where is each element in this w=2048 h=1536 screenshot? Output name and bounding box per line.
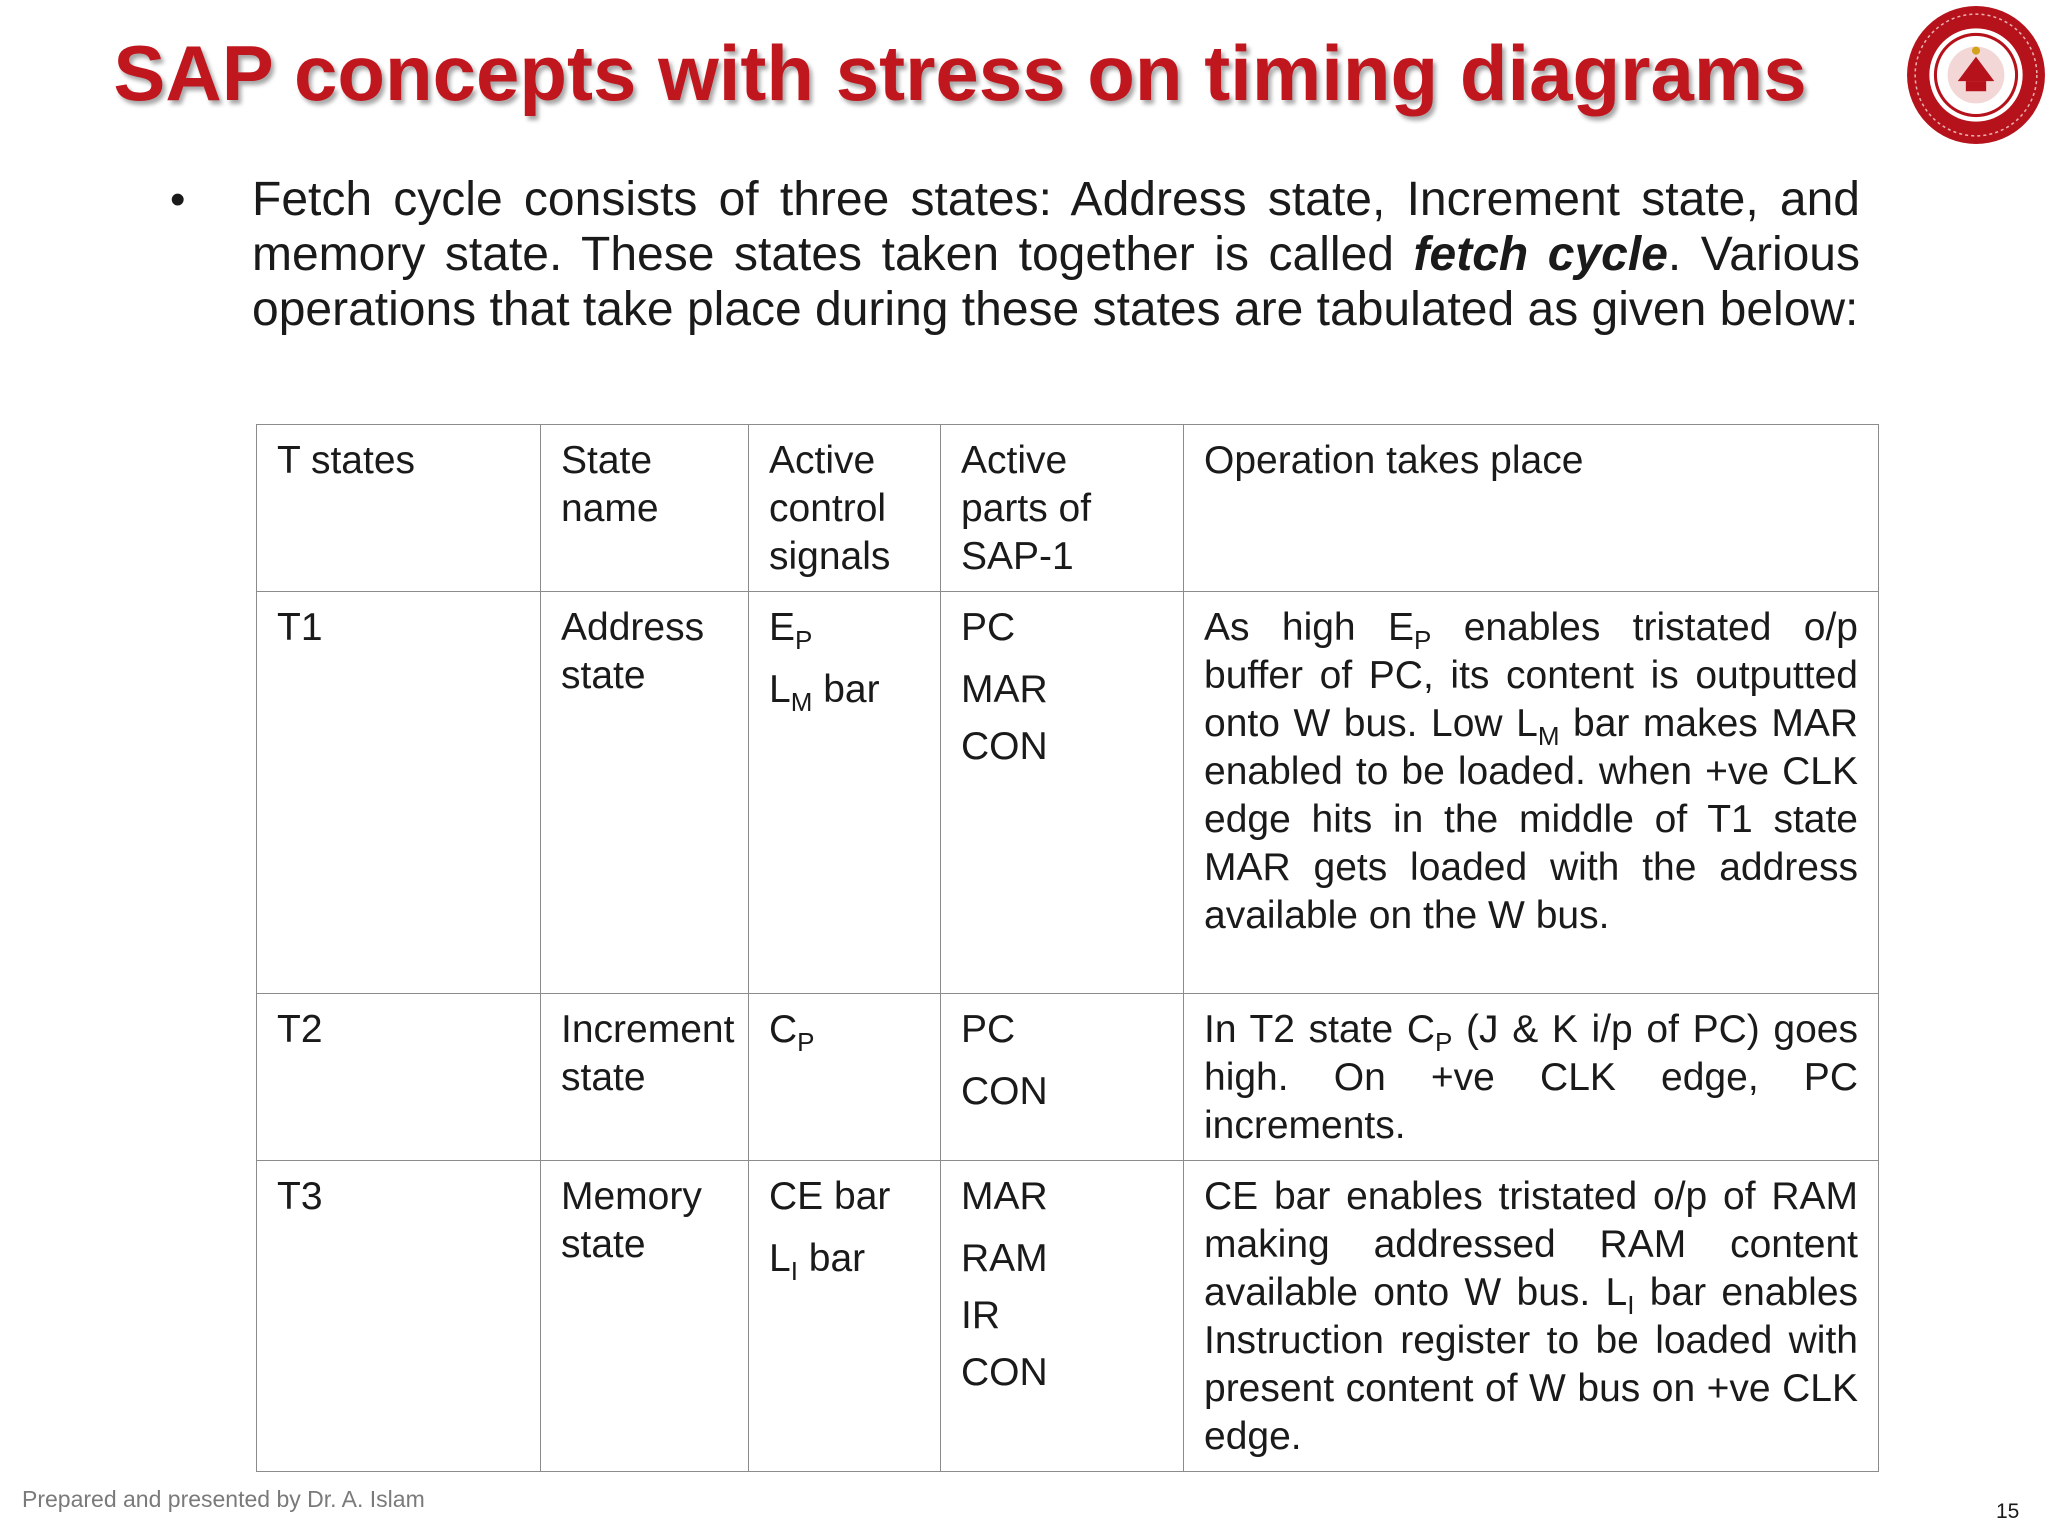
part-line: MAR — [961, 668, 1048, 711]
part-line: CON — [961, 1070, 1048, 1113]
cell-t-state: T1 — [257, 592, 541, 994]
header-control-signals: Active control signals — [749, 425, 941, 592]
signal-line: $E_P$ — [769, 606, 813, 655]
slide-title: SAP concepts with stress on timing diagrams — [113, 29, 1807, 117]
part-line: IR — [961, 1294, 1000, 1337]
header-t-states: T states — [257, 425, 541, 592]
table-row — [257, 994, 1879, 1161]
part-line: RAM — [961, 1237, 1048, 1280]
table-row — [257, 1161, 1879, 1472]
cell-operation: In T2 state $C_P$ (J & K i/p of PC) goes high. On +ve CLK edge, PC increments. — [1184, 994, 1879, 1161]
table-header-row — [257, 425, 1879, 592]
header-active-parts: Active parts of SAP-1 — [941, 425, 1184, 592]
cell-t-state: T3 — [257, 1161, 541, 1472]
bullet-icon: • — [170, 175, 186, 224]
header-state-name: State name — [541, 425, 749, 592]
cell-signals — [749, 994, 941, 1161]
bullet-emphasis: fetch cycle — [1413, 228, 1668, 281]
table-row — [257, 592, 1879, 994]
page-number: 15 — [1996, 1500, 2020, 1523]
cell-state-name: Address state — [541, 592, 749, 994]
part-line: PC — [961, 606, 1016, 649]
cell-signals — [749, 592, 941, 994]
university-seal-icon — [1905, 4, 2047, 146]
cell-signals — [749, 1161, 941, 1472]
cell-operation: As high $E_P$ enables tristated o/p buffer of PC, its content is outputted onto W bus. Low $L_M$ bar makes MAR enabled to be loaded. when +ve CLK edge hits in the middle of T1 state MAR gets loaded with the address available on the W bus. — [1184, 592, 1879, 994]
cell-state-name: Increment state — [541, 994, 749, 1161]
cell-parts — [941, 1161, 1184, 1472]
signal-line: $C_P$ — [769, 1008, 815, 1057]
header-operation: Operation takes place — [1184, 425, 1879, 592]
part-line: CON — [961, 1351, 1048, 1394]
bullet-text-part: . Various operations that take place during these states are tabulated as given below: — [252, 228, 1860, 336]
fetch-cycle-table — [256, 424, 1879, 1472]
signal-line: CE bar — [769, 1175, 891, 1218]
cell-operation: CE bar enables tristated o/p of RAM making addressed RAM content available onto W bus. $L_I$ bar enables Instruction register to be loaded with present content of W bus on +ve CLK edge. — [1184, 1161, 1879, 1472]
bullet-text — [252, 172, 1860, 337]
part-line: PC — [961, 1008, 1016, 1051]
bullet-text-part: Fetch cycle consists of three states: Address state, Increment state, and memory state. These states taken together is called — [252, 173, 1860, 281]
part-line: CON — [961, 725, 1048, 768]
cell-t-state: T2 — [257, 994, 541, 1161]
cell-parts — [941, 994, 1184, 1161]
cell-state-name: Memory state — [541, 1161, 749, 1472]
cell-parts — [941, 592, 1184, 994]
signal-line: $L_M$ bar — [769, 668, 880, 717]
footer-credit: Prepared and presented by Dr. A. Islam — [22, 1486, 425, 1512]
signal-line: $L_I$ bar — [769, 1237, 866, 1286]
part-line: MAR — [961, 1175, 1048, 1218]
